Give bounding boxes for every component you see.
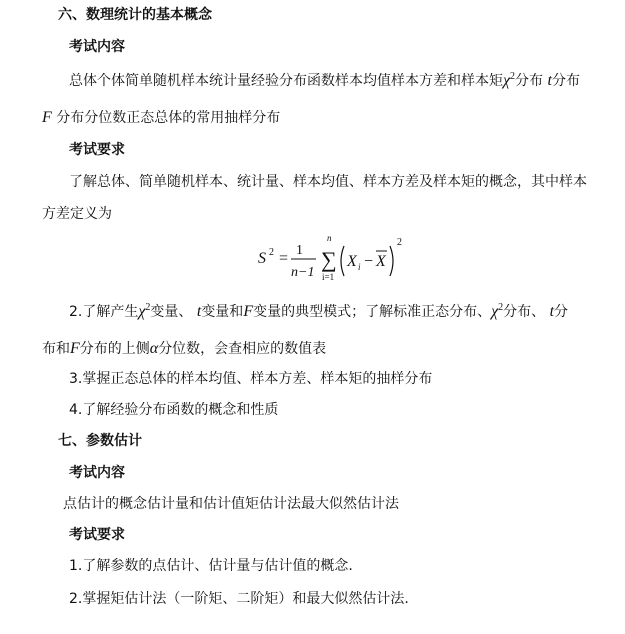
section6-req1-line2: 方差定义为 [42,206,112,222]
F-symbol-3: F [70,340,80,357]
section6-req4: 4.了解经验分布函数的概念和性质 [69,402,279,418]
sum-lower-limit: i=1 [322,272,335,282]
req2-line2-text-a: 布和 [42,341,70,357]
section6-req2-line1 [69,303,568,323]
sample-variance-formula [258,236,408,284]
req2-text-c: 变量和 [201,304,244,320]
section6-content-line2 [42,109,280,127]
section6-req-heading: 考试要求 [69,142,125,158]
req2-text-f: 分 [554,304,569,320]
formula-denominator: n−1 [291,265,315,280]
F-symbol: F [42,109,52,126]
section6-content-line1 [69,72,580,92]
dist-text-1: 分布 [515,73,544,89]
section6-req3: 3.掌握正态总体的样本均值、样本方差、样本矩的抽样分布 [69,371,433,387]
req2-text-b: 变量、 [150,304,193,320]
formula-S: S [258,250,266,267]
chi-symbol: χ [503,72,511,89]
t-symbol-3: t [549,303,555,320]
section7-req-heading: 考试要求 [69,527,125,543]
chi-superscript-3: 2 [498,302,504,313]
left-paren [341,246,344,276]
section6-title: 六、数理统计的基本概念 [58,7,212,23]
section6-req2-line2 [42,340,326,358]
chi-superscript-2: 2 [145,302,151,313]
sum-symbol: ∑ [321,247,337,272]
req2-line2-text-b: 分布的上侧 [79,341,150,357]
section7-req1: 1.了解参数的点估计、估计量与估计值的概念. [69,558,353,574]
chi-superscript: 2 [510,71,516,82]
formula-minus: − [364,253,374,270]
req2-line2-text-c: 分位数，会查相应的数值表 [158,341,327,357]
t-symbol-2: t [196,303,202,320]
chi-symbol-2: χ [138,303,146,320]
formula-S-exponent: 2 [269,247,274,258]
dist-text-2: 分布 [551,73,580,89]
req2-text-a: 2.了解产生 [69,304,139,320]
right-paren [390,246,393,276]
section7-content-heading: 考试内容 [69,465,125,481]
formula-equals: = [279,250,289,267]
formula-numerator: 1 [296,243,303,258]
formula-Xi-subscript: i [358,262,361,272]
t-symbol: t [547,72,552,89]
formula-Xbar: X [376,253,386,270]
req2-text-e: 分布、 [503,304,546,320]
sum-upper-limit: n [327,236,332,243]
chi-symbol-3: χ [491,303,499,320]
section7-title: 七、参数估计 [58,433,142,449]
section6-req1-line1: 了解总体、简单随机样本、统计量、样本均值、样本方差及样本矩的概念，其中样本 [69,174,587,190]
section7-content-line1: 点估计的概念估计量和估计值矩估计法最大似然估计法 [63,496,399,512]
req2-text-d: 变量的典型模式；了解标准正态分布、 [253,304,492,320]
F-symbol-2: F [243,303,254,320]
section7-req2: 2.掌握矩估计法（一阶矩、二阶矩）和最大似然估计法. [69,591,409,607]
content-text-2: 分布分位数正态总体的常用抽样分布 [56,110,281,126]
alpha-symbol: α [149,340,159,357]
formula-outer-exponent: 2 [397,237,402,248]
content-text: 总体个体简单随机样本统计量经验分布函数样本均值样本方差和样本矩 [69,73,503,89]
section6-content-heading: 考试内容 [69,39,125,55]
formula-Xi: X [347,253,357,270]
